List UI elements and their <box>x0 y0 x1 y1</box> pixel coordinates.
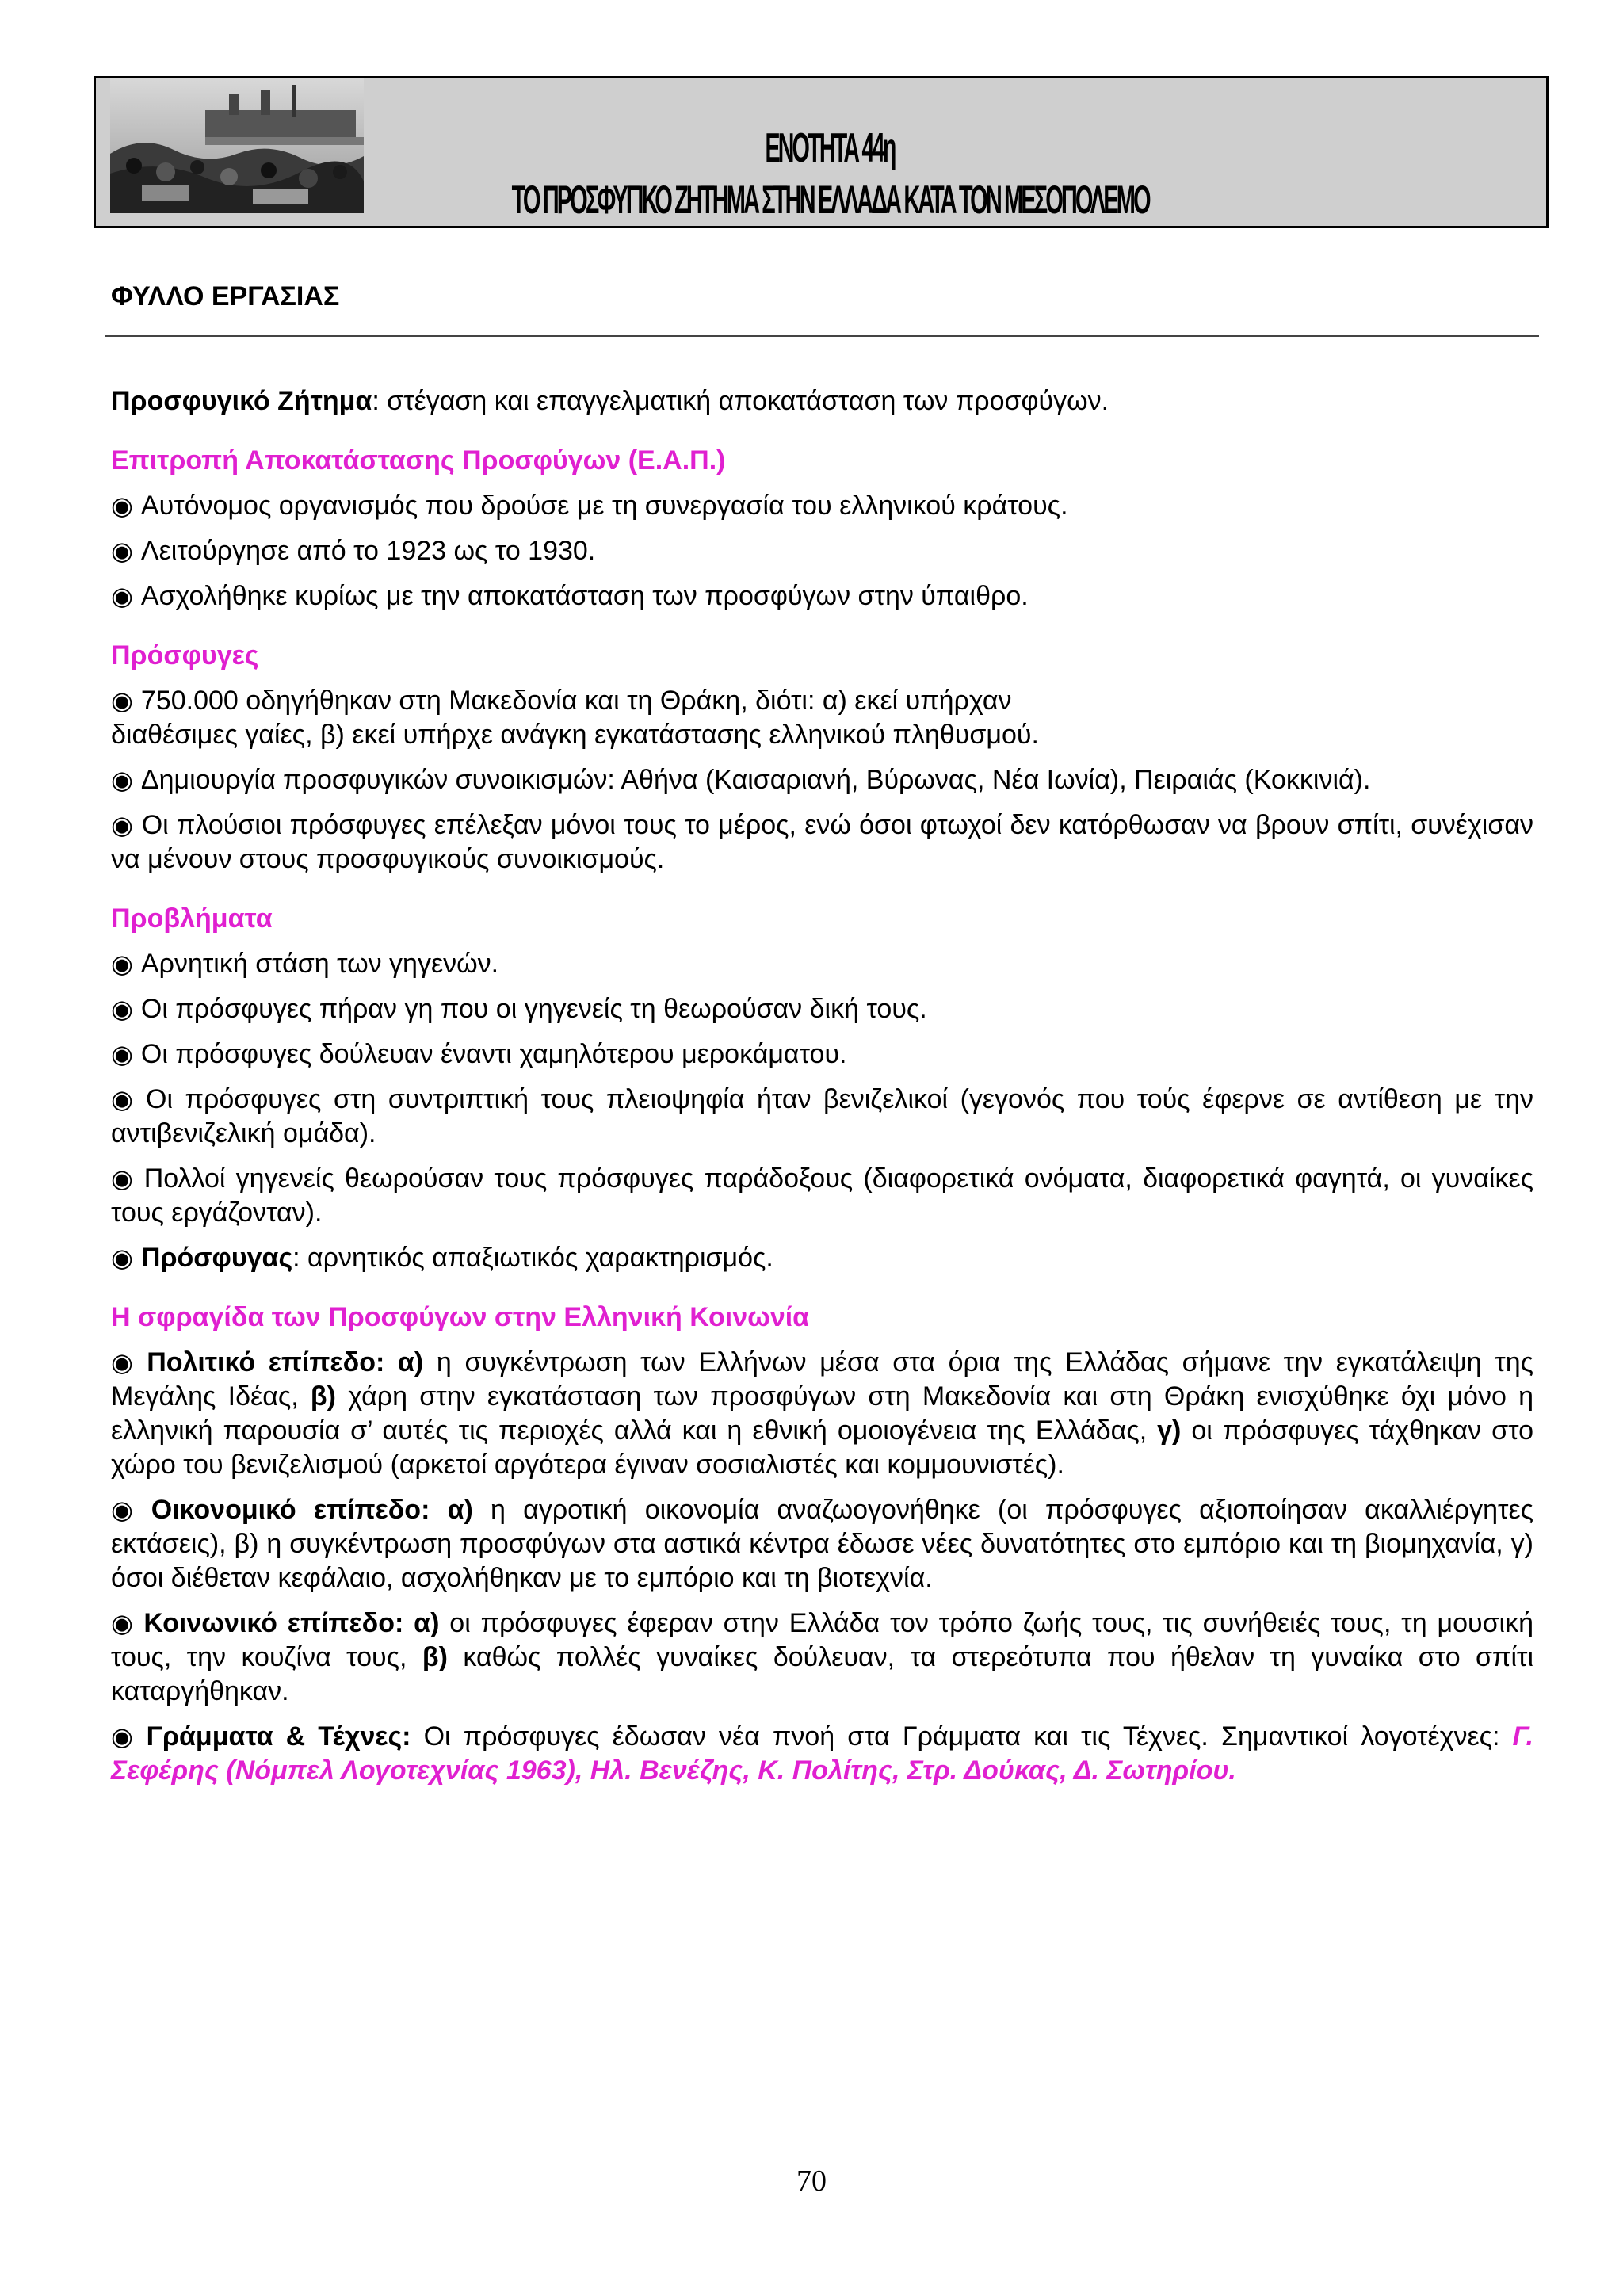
bullet-icon: ◉ <box>111 811 134 839</box>
intro-paragraph <box>111 384 1533 418</box>
page-number: 70 <box>796 2164 827 2198</box>
section-heading-eap: Επιτροπή Αποκατάστασης Προσφύγων (Ε.Α.Π.) <box>111 445 726 476</box>
list-item: ◉ Ασχολήθηκε κυρίως με την αποκατάσταση των προσφύγων στην ύπαιθρο. <box>111 581 1029 611</box>
bullet-icon: ◉ <box>111 1040 133 1068</box>
bullet-icon: ◉ <box>111 1244 133 1272</box>
list-item: ◉ Οι πρόσφυγες στη συντριπτική τους πλειοψηφία ήταν βενιζελικοί (γεγονός που τούς έφερνε σε αντίθεση με την αντιβενιζελική ομάδα). <box>111 1084 1533 1148</box>
paragraph-political: ◉ Πολιτικό επίπεδο: α) η συγκέντρωση των Ελλήνων μέσα στα όρια της Ελλάδας σήμανε την εγκατάλειψη της Μεγάλης Ιδέας, β) χάρη στην εγκατάσταση των προσφύγων στη Μακεδονία και στη Θράκη ενισχύθηκε όχι μόνο η ελληνική παρουσία σ’ αυτές τις περιοχές αλλά και η εθνική ομοιογένεια της Ελλάδας, γ) οι πρόσφυγες τάχθηκαν στο χώρο του βενιζελισμού (αρκετοί αργότερα έγιναν σοσιαλιστές και κομμουνιστές). <box>111 1347 1534 1480</box>
list-item: ◉ Αρνητική στάση των γηγενών. <box>111 949 499 979</box>
bullet-icon: ◉ <box>111 1164 136 1193</box>
intro-term: Προσφυγικό Ζήτημα <box>111 386 372 416</box>
bullet-icon: ◉ <box>111 537 133 565</box>
list-item: ◉ Λειτούργησε από το 1923 ως το 1930. <box>111 536 596 566</box>
bullet-icon: ◉ <box>111 1496 143 1524</box>
section-heading-refugees: Πρόσφυγες <box>111 640 259 670</box>
worksheet-label: ΦΥΛΛΟ ΕΡΓΑΣΙΑΣ <box>111 281 340 311</box>
unit-title: ΕΝΟΤΗΤΑ 44η <box>765 125 895 171</box>
header-banner <box>94 76 1549 228</box>
divider <box>105 335 1539 337</box>
list-item: ◉ Αυτόνομος οργανισμός που δρούσε με τη συνεργασία του ελληνικού κράτους. <box>111 491 1068 521</box>
bullet-icon: ◉ <box>111 1722 139 1751</box>
list-item: ◉ Πρόσφυγας: αρνητικός απαξιωτικός χαρακτηρισμός. <box>111 1243 773 1273</box>
bullet-icon: ◉ <box>111 766 133 794</box>
section-heading-imprint: Η σφραγίδα των Προσφύγων στην Ελληνική Κοινωνία <box>111 1302 810 1332</box>
bullet-icon: ◉ <box>111 1609 136 1637</box>
bullet-icon: ◉ <box>111 949 133 978</box>
unit-subtitle: ΤΟ ΠΡΟΣΦΥΓΙΚΟ ΖΗΤΗΜΑ ΣΤΗΝ ΕΛΛΑΔΑ ΚΑΤΑ ΤΟΝ ΜΕΣΟΠΟΛΕΜΟ <box>511 178 1149 222</box>
paragraph-arts: ◉ Γράμματα & Τέχνες: Οι πρόσφυγες έδωσαν νέα πνοή στα Γράμματα και τις Τέχνες. Σημαντικοί λογοτέχνες: Γ. Σεφέρης (Νόμπελ Λογοτεχνίας 1963), Ηλ. Βενέζης, Κ. Πολίτης, Στρ. Δούκας, Δ. Σωτηρίου. <box>111 1721 1533 1786</box>
intro-definition: : στέγαση και επαγγελματική αποκατάσταση των προσφύγων. <box>372 386 1109 416</box>
bullet-icon: ◉ <box>111 582 133 610</box>
list-item: ◉ Πολλοί γηγενείς θεωρούσαν τους πρόσφυγες παράδοξους (διαφορετικά ονόματα, διαφορετικά φαγητά, οι γυναίκες τους εργάζονταν). <box>111 1163 1534 1228</box>
bullet-icon: ◉ <box>111 686 133 715</box>
list-item: ◉ Δημιουργία προσφυγικών συνοικισμών: Αθήνα (Καισαριανή, Βύρωνας, Νέα Ιωνία), Πειραιάς (Κοκκινιά). <box>111 765 1371 795</box>
list-item: ◉ 750.000 οδηγήθηκαν στη Μακεδονία και τη Θράκη, διότι: α) εκεί υπήρχαν διαθέσιμες γαίες, β) εκεί υπήρχε ανάγκη εγκατάστασης ελληνικού πληθυσμού. <box>111 686 1039 750</box>
bullet-icon: ◉ <box>111 1085 139 1114</box>
bullet-icon: ◉ <box>111 1348 139 1377</box>
list-item: ◉ Οι πλούσιοι πρόσφυγες επέλεξαν μόνοι τους το μέρος, ενώ όσοι φτωχοί δεν κατόρθωσαν να βρουν σπίτι, συνέχισαν να μένουν στους προσφυγικούς συνοικισμούς. <box>111 810 1533 874</box>
worksheet-content <box>111 384 1533 1799</box>
section-heading-problems: Προβλήματα <box>111 904 273 934</box>
refugee-ship-photo <box>110 78 364 213</box>
paragraph-economic: ◉ Οικονομικό επίπεδο: α) η αγροτική οικονομία αναζωογονήθηκε (οι πρόσφυγες αξιοποίησαν ακαλλιέργητες εκτάσεις), β) η συγκέντρωση προσφύγων στα αστικά κέντρα έδωσε νέες δυνατότητες στο εμπόριο και τη βιομηχανία, γ) όσοι διέθεταν κεφάλαιο, ασχολήθηκαν με το εμπόριο και τη βιοτεχνία. <box>111 1495 1534 1593</box>
writers-list: Γ. Σεφέρης (Νόμπελ Λογοτεχνίας 1963), Ηλ. Βενέζης, Κ. Πολίτης, Στρ. Δούκας, Δ. Σωτηρίου. <box>111 1721 1533 1786</box>
paragraph-social: ◉ Κοινωνικό επίπεδο: α) οι πρόσφυγες έφεραν στην Ελλάδα τον τρόπο ζωής τους, τις συνήθειές τους, τη μουσική τους, την κουζίνα τους, β) καθώς πολλές γυναίκες δούλευαν, τα στερεότυπα που ήθελαν τη γυναίκα στο σπίτι καταργήθηκαν. <box>111 1608 1534 1706</box>
bullet-icon: ◉ <box>111 995 133 1023</box>
list-item: ◉ Οι πρόσφυγες δούλευαν έναντι χαμηλότερου μεροκάματου. <box>111 1039 847 1069</box>
list-item: ◉ Οι πρόσφυγες πήραν γη που οι γηγενείς τη θεωρούσαν δική τους. <box>111 994 927 1024</box>
bullet-icon: ◉ <box>111 491 133 520</box>
